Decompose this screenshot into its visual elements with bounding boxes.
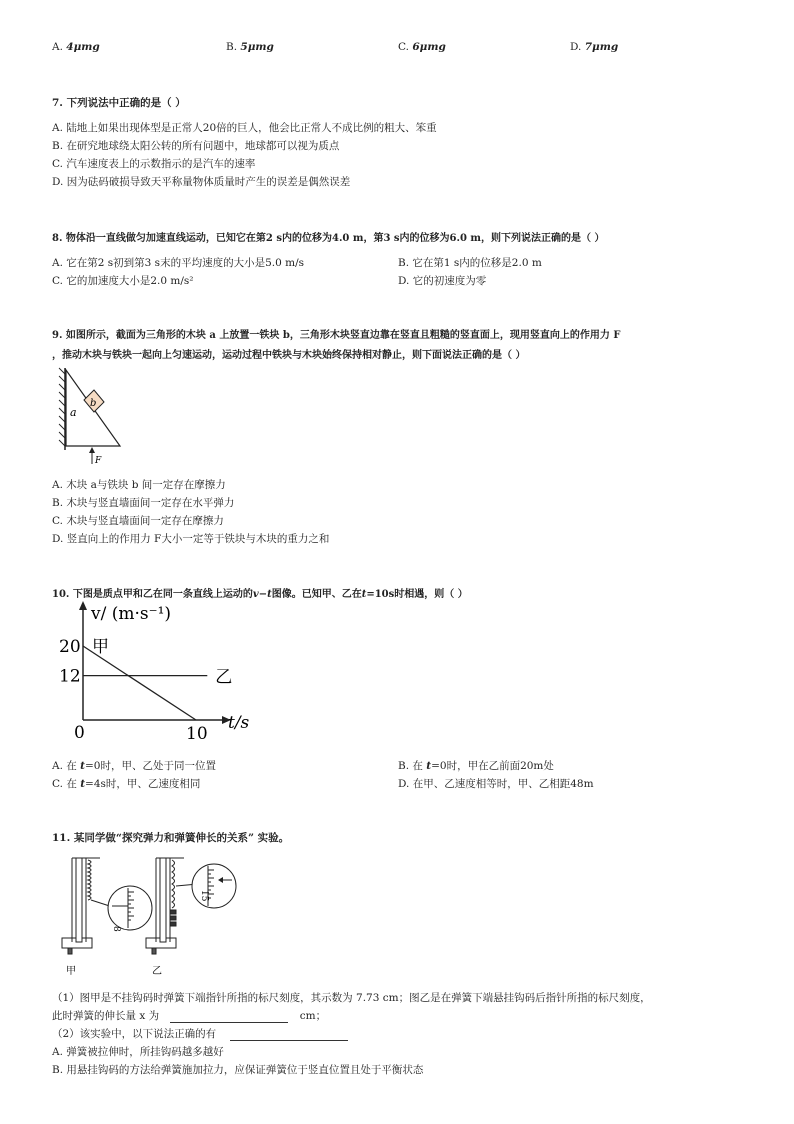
scale-mark-right: 15 xyxy=(199,890,209,902)
origin-label: 0 xyxy=(74,723,85,743)
question-7-option-b: B. 在研究地球绕太阳公转的所有问题中，地球都可以视为质点 xyxy=(52,140,340,152)
figure-label-right: 乙 xyxy=(152,966,162,977)
y-tick-label: 20 xyxy=(59,637,81,657)
spring-scale-figure xyxy=(52,846,242,982)
question-10-option-b: B. 在 t=0时，甲在乙前面20m处 xyxy=(398,760,554,772)
wedge-block-figure xyxy=(50,366,130,470)
question-11-stem: 11. 某同学做“探究弹力和弹簧伸长的关系” 实验。 xyxy=(52,832,290,844)
question-10-option-c: C. 在 t=4s时，甲、乙速度相同 xyxy=(52,778,201,790)
option-c: C. 6μmg xyxy=(398,41,446,53)
option-b: B. 5μmg xyxy=(226,41,274,53)
question-8-stem: 8. 物体沿一直线做匀加速直线运动，已知它在第2 s内的位移为4.0 m，第3 s内的位移为6.0 m，则下列说法正确的是（ ） xyxy=(52,233,605,244)
question-7-option-a: A. 陆地上如果出现体型是正常人20倍的巨人，他会比正常人不成比例的粗大、笨重 xyxy=(52,122,437,134)
question-8-option-c: C. 它的加速度大小是2.0 m/s² xyxy=(52,275,194,287)
vt-chart xyxy=(56,598,286,746)
scale-mark-left: 8 xyxy=(111,926,121,932)
question-7-option-d: D. 因为砝码破损导致天平称量物体质量时产生的误差是偶然误差 xyxy=(52,176,351,188)
question-9-option-d: D. 竖直向上的作用力 F大小一定等于铁块与木块的重力之和 xyxy=(52,533,330,545)
question-8-option-d: D. 它的初速度为零 xyxy=(398,275,487,287)
question-8-option-b: B. 它在第1 s内的位移是2.0 m xyxy=(398,257,542,269)
question-7-stem: 7. 下列说法中正确的是（ ） xyxy=(52,97,186,109)
apparatus-left xyxy=(62,858,152,954)
y-tick-label: 12 xyxy=(59,666,81,687)
series-label-yi: 乙 xyxy=(215,667,233,688)
question-11-part1-line2: 此时弹簧的伸长量 x 为 cm； xyxy=(52,1010,327,1022)
question-10-option-a: A. 在 t=0时，甲、乙处于同一位置 xyxy=(52,760,216,772)
block-b-label: b xyxy=(90,398,97,409)
question-9-option-b: B. 木块与竖直墙面间一定存在水平弹力 xyxy=(52,497,235,509)
figure-label-left: 甲 xyxy=(66,966,76,977)
y-axis-arrow xyxy=(79,601,87,610)
question-10-stem: 10. 下图是质点甲和乙在同一条直线上运动的v−t图像。已知甲、乙在t=10s时相遇，则（ ） xyxy=(52,589,468,600)
question-10-option-d: D. 在甲、乙速度相等时，甲、乙相距48m xyxy=(398,778,594,790)
force-f-label: F xyxy=(95,456,102,466)
question-11-part1-line1: （1）图甲是不挂钩码时弹簧下端指针所指的标尺刻度，其示数为 7.73 cm；图乙是在弹簧下端悬挂钩码后指针所指的标尺刻度， xyxy=(52,992,651,1004)
series-label-jia: 甲 xyxy=(92,637,109,657)
answer-blank-options[interactable] xyxy=(230,1028,348,1041)
x-tick-label: 10 xyxy=(186,724,208,744)
question-7-option-c: C. 汽车速度表上的示数指示的是汽车的速率 xyxy=(52,158,256,170)
answer-blank-extension[interactable] xyxy=(170,1010,288,1023)
option-a: A. 4μmg xyxy=(52,41,100,53)
x-axis-label: t/s xyxy=(228,713,250,733)
question-11-option-b: B. 用悬挂钩码的方法给弹簧施加拉力，应保证弹簧位于竖直位置且处于平衡状态 xyxy=(52,1064,424,1076)
question-9-stem-line2: ，推动木块与铁块一起向上匀速运动，运动过程中铁块与木块始终保持相对静止，则下面说法正确的是（ ） xyxy=(52,350,526,361)
question-11-option-a: A. 弹簧被拉伸时，所挂钩码越多越好 xyxy=(52,1046,224,1058)
question-9-option-a: A. 木块 a与铁块 b 间一定存在摩擦力 xyxy=(52,479,226,491)
wedge-a-label: a xyxy=(70,406,77,419)
question-8-option-a: A. 它在第2 s初到第3 s末的平均速度的大小是5.0 m/s xyxy=(52,257,304,269)
question-9-option-c: C. 木块与竖直墙面间一定存在摩擦力 xyxy=(52,515,224,527)
series-line-1 xyxy=(83,646,196,720)
question-11-part2: （2）该实验中，以下说法正确的有 xyxy=(52,1026,348,1041)
option-d: D. 7μmg xyxy=(570,41,619,53)
y-axis-label: v/ (m·s⁻¹) xyxy=(91,604,172,624)
question-9-stem-line1: 9. 如图所示，截面为三角形的木块 a 上放置一铁块 b，三角形木块竖直边靠在竖直且粗糙的竖直面上，现用竖直向上的作用力 F xyxy=(52,330,621,341)
apparatus-right xyxy=(146,858,236,954)
